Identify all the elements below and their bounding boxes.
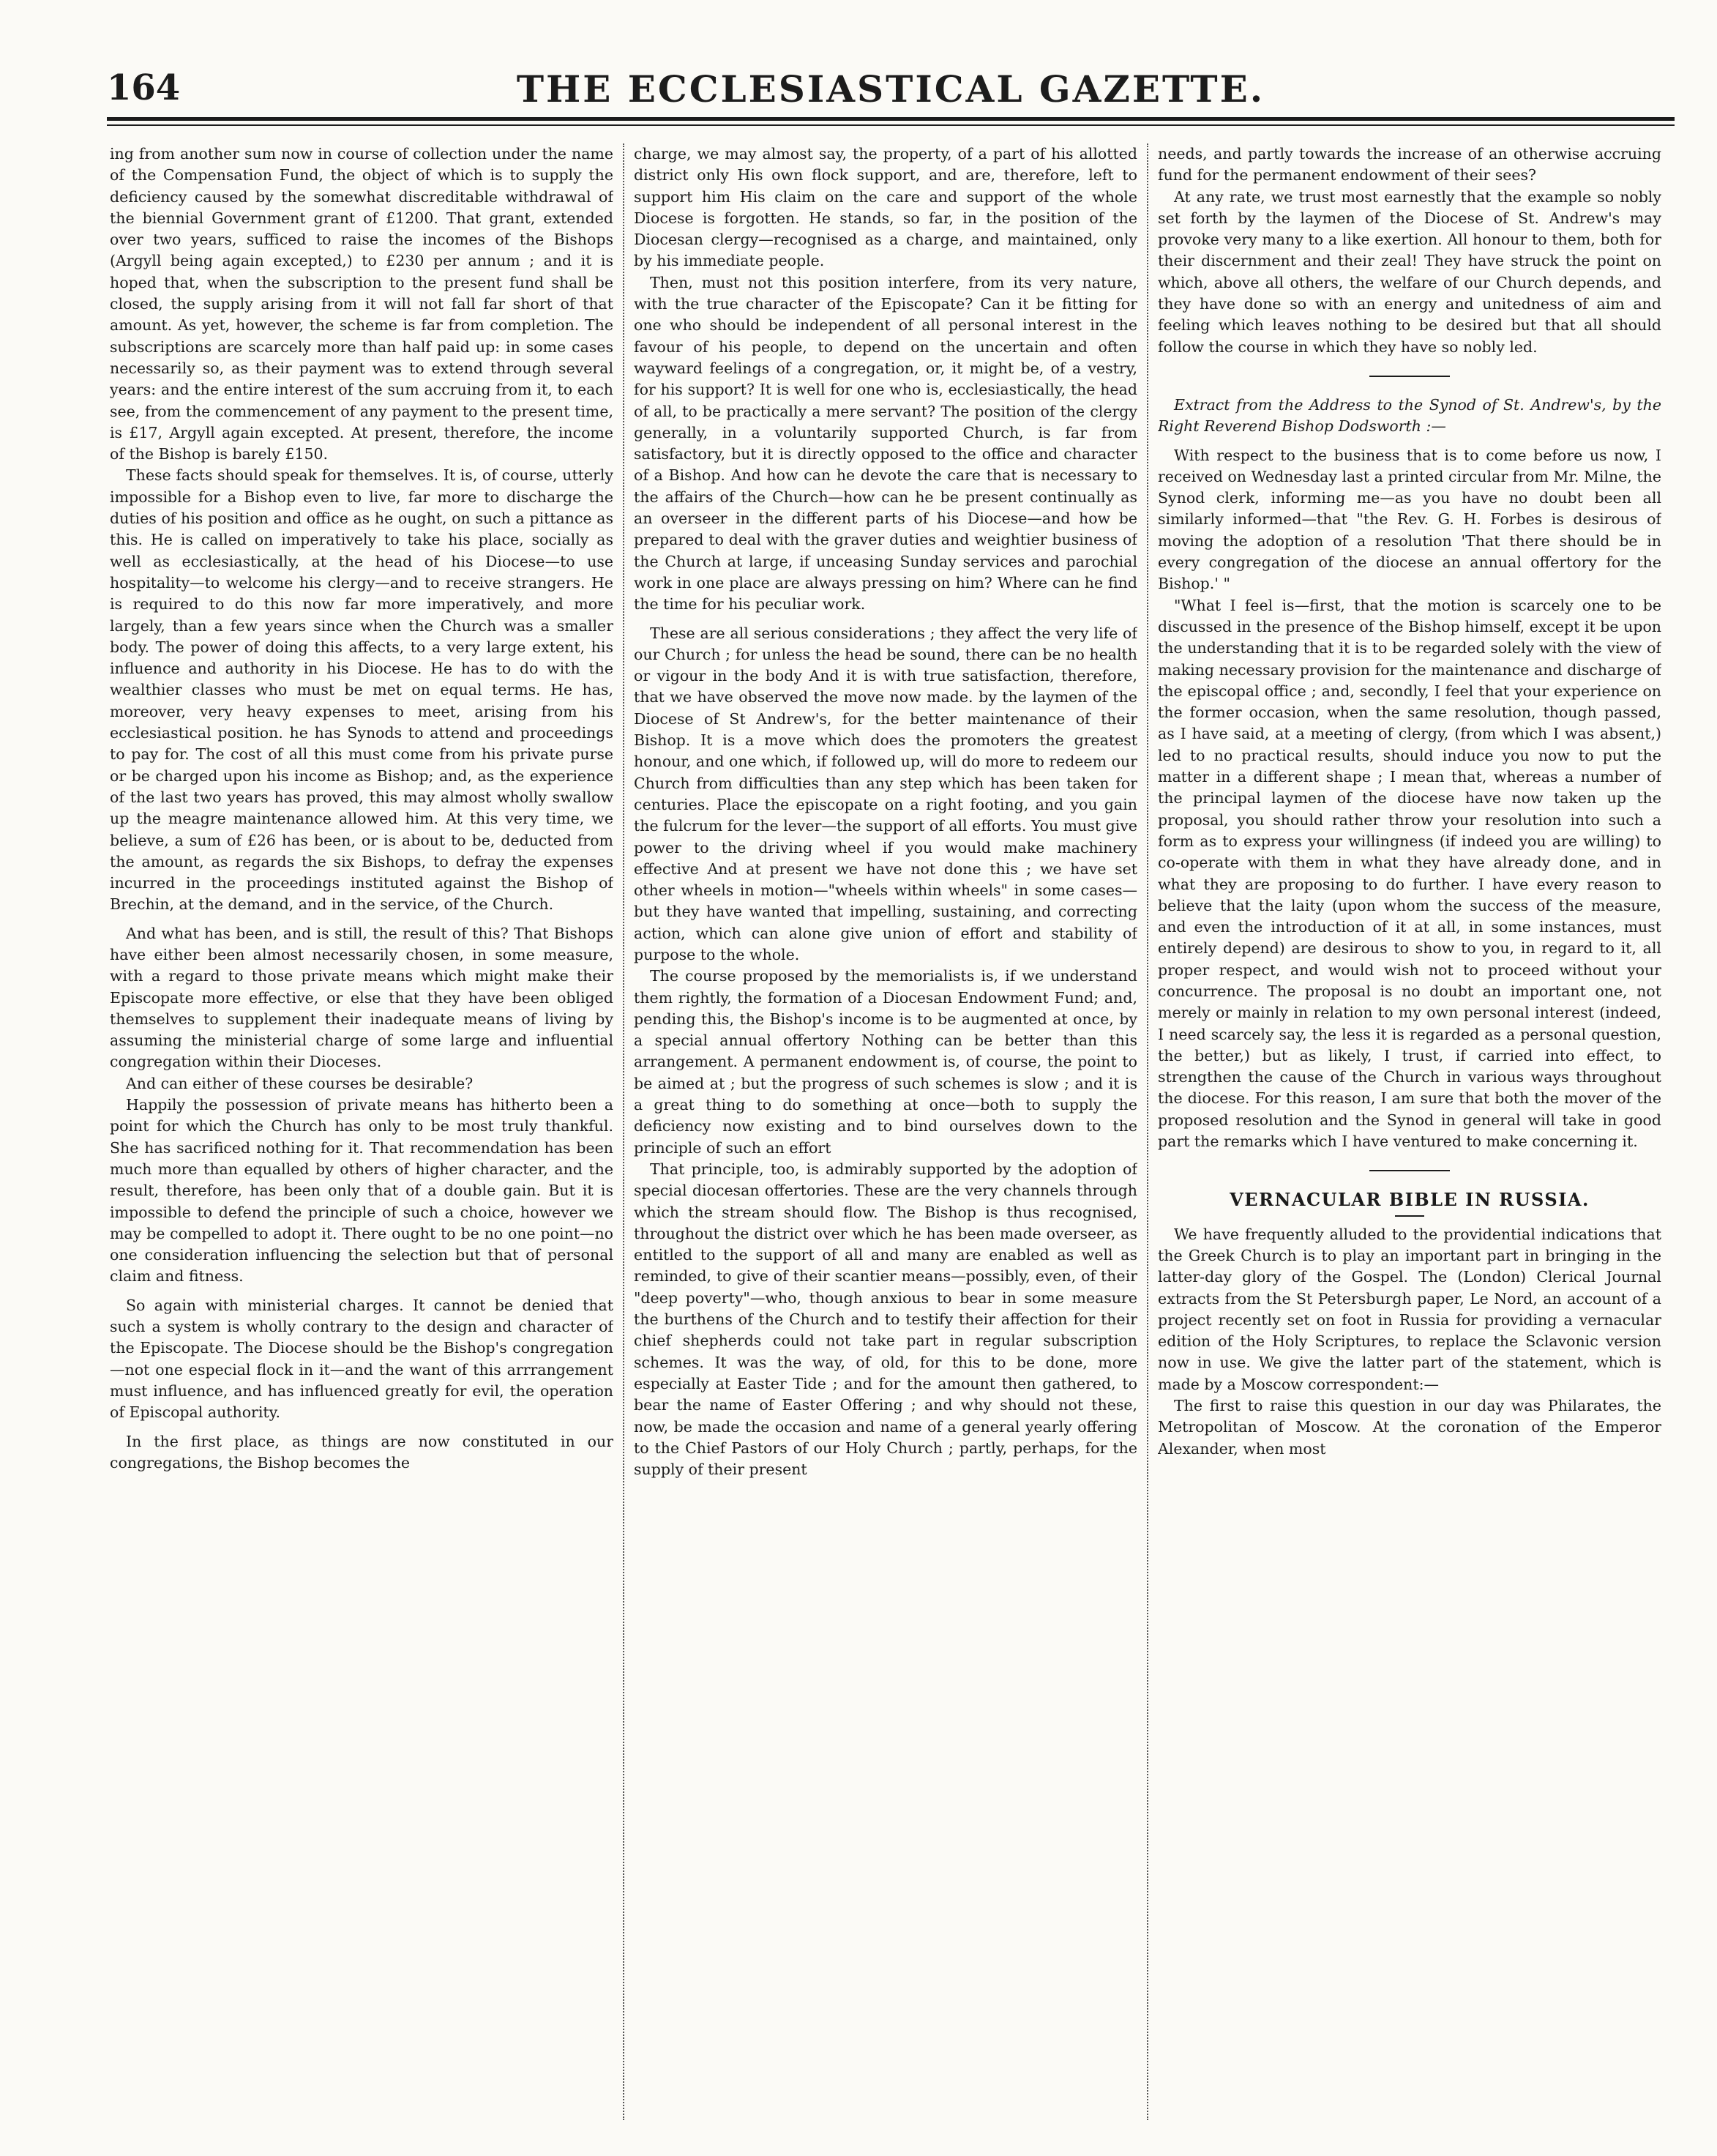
masthead-rule-thick: [107, 117, 1675, 121]
section-separator: [1369, 1170, 1450, 1171]
masthead: [107, 67, 1675, 111]
paragraph: The first to raise this question in our day was Philarates, the Metropolitan of Moscow. At the coronation of the Emperor Alexander, when most: [1158, 1397, 1661, 1458]
column-right: [1158, 143, 1661, 2120]
page-number: 164: [107, 67, 181, 108]
paragraph: With respect to the business that is to come before us now, I received on Wednesday last a printed circular from Mr. Milne, the Synod clerk, informing me—as you have no doubt been all similarly informed—that "the Rev. G. H. Forbes is desirous of moving the adoption of a resolution 'That there should be in every congregation of the diocese an annual offertory for the Bishop.' ": [1158, 446, 1661, 593]
paragraph: At any rate, we trust most earnestly that the example so nobly set forth by the laymen of the Diocese of St. Andrew's may provoke very many to a like exertion. All honour to them, both for their discernment and their zeal! They have struck the point on which, above all others, the welfare of our Church depends, and they have done so with an energy and unitedness of aim and feeling which leaves nothing to be desired but that all should follow the course in which they have so nobly led.: [1158, 187, 1661, 356]
paragraph: That principle, too, is admirably supported by the adoption of special diocesan offertories. These are the very channels through which the stream should flow. The Bishop is thus recognised, throughout the district over which he has been made overseer, as entitled to the support of all and many are enabled as well as reminded, to give of their scantier means—possibly, even, of their "deep poverty"—who, though anxious to bear in some measure the burthens of the Church and to testify their affection for their chief shepherds could not take part in regular subscription schemes. It was the way, of old, for this to be done, more especially at Easter Tide ; and for the amount then gathered, to bear the name of Easter Offering ; and why should not these, now, be made the occasion and name of a general yearly offering to the Chief Pastors of our Holy Church ; partly, perhaps, for the supply of their present: [634, 1160, 1137, 1479]
extract-heading: Extract from the Address to the Synod of St. Andrew's, by the Right Reverend Bishop Dodsworth :—: [1158, 395, 1661, 436]
column-left: [110, 143, 613, 2120]
gazette-title: THE ECCLESIASTICAL GAZETTE.: [516, 67, 1265, 111]
paragraph: So again with ministerial charges. It cannot be denied that such a system is wholly contrary to the design and character of the Episcopate. The Diocese should be the Bishop's congregation —not one especial flock in it—and the want of this arrrangement must influence, and has influenced greatly for evil, the operation of Episcopal authority.: [110, 1296, 613, 1422]
paragraph: And what has been, and is still, the result of this? That Bishops have either been almost necessarily chosen, in some measure, with a regard to those private means which might make their Episcopate more effective, or else that they have been obliged themselves to supplement their inadequate means of living by assuming the ministerial charge of some large and influential congregation within their Dioceses.: [110, 924, 613, 1071]
paragraph: ing from another sum now in course of collection under the name of the Compensation Fund, the object of which is to supply the deficiency caused by the somewhat discreditable withdrawal of the biennial Government grant of £1200. That grant, extended over two years, sufficed to raise the incomes of the Bishops (Argyll being again excepted,) to £230 per annum ; and it is hoped that, when the subscription to the present fund shall be closed, the supply arising from it will not fall far short of that amount. As yet, however, the scheme is far from completion. The subscriptions are scarcely more than half paid up: in some cases necessarily so, as their payment was to extend through several years: and the entire interest of the sum accruing from it, to each see, from the commencement of any payment to the present time, is £17, Argyll again excepted. At present, therefore, the income of the Bishop is barely £150.: [110, 145, 613, 463]
section-heading: VERNACULAR BIBLE IN RUSSIA.: [1230, 1189, 1590, 1211]
masthead-rule-thin: [107, 124, 1675, 126]
section-separator: [1369, 376, 1450, 377]
column-divider-left: [623, 143, 624, 2120]
paragraph: The course proposed by the memorialists is, if we understand them rightly, the formation of a Diocesan Endowment Fund; and, pending this, the Bishop's income is to be augmented at once, by a special annual offertory Nothing can be better than this arrangement. A permanent endowment is, of course, the point to be aimed at ; but the progress of such schemes is slow ; and it is a great thing to do something at once—both to supply the deficiency now existing and to bind ourselves down to the principle of such an effort: [634, 967, 1137, 1157]
paragraph: And can either of these courses be desirable?: [126, 1074, 474, 1092]
column-divider-right: [1147, 143, 1148, 2120]
paragraph: Happily the possession of private means has hitherto been a point for which the Church has only to be most truly thankful. She has sacrificed nothing for it. That recommendation has been much more than equalled by others of higher character, and the result, therefore, has been only that of a double gain. But it is impossible to defend the principle of such a choice, however we may be compelled to adopt it. There ought to be no one point—no one consideration influencing the selection but that of personal claim and fitness.: [110, 1096, 613, 1286]
paragraph: "What I feel is—first, that the motion is scarcely one to be discussed in the presence of the Bishop himself, except it be upon the understanding that it is to be regarded solely with the view of making necessary provision for the maintenance and discharge of the episcopal office ; and, secondly, I feel that your experience on the former occasion, when the same resolution, though passed, as I have said, at a meeting of clergy, (from which I was absent,) led to no practical results, should induce you now to put the matter in a different shape ; I mean that, whereas a number of the principal laymen of the diocese have now taken up the proposal, you should rather throw your resolution into such a form as to express your willingness (if indeed you are willing) to co-operate with them in what they have already done, and in what they are proposing to do further. I have every reason to believe that the laity (upon whom the success of the measure, and even the introduction of it at all, in some instances, must entirely depend) are desirous to show to you, in regard to it, all proper respect, and would wish not to proceed without your concurrence. The proposal is no doubt an important one, not merely or mainly in relation to my own personal interest (indeed, I need scarcely say, the less it is regarded as a personal question, the better,) but as likely, I trust, if carried into effect, to strengthen the cause of the Church in various ways throughout the diocese. For this reason, I am sure that both the mover of the proposed resolution and the Synod in general will take in good part the remarks which I have ventured to make concerning it.: [1158, 596, 1661, 1151]
paragraph: needs, and partly towards the increase of an otherwise accruing fund for the permanent endowment of their sees?: [1158, 145, 1661, 184]
paragraph: These facts should speak for themselves. It is, of course, utterly impossible for a Bishop even to live, far more to discharge the duties of his position and office as he ought, on such a pittance as this. He is called on imperatively to take his place, socially as well as ecclesiastically, at the head of his Diocese—to use hospitality—to welcome his clergy—and to receive strangers. He is required to do this now far more imperatively, and more largely, than a few years since when the Church was a smaller body. The power of doing this affects, to a very large extent, his influence and authority in his Diocese. He has to do with the wealthier classes who must be met on equal terms. He has, moreover, very heavy expenses to meet, arising from his ecclesiastical position. he has Synods to attend and proceedings to pay for. The cost of all this must come from his private purse or be charged upon his income as Bishop; and, as the experience of the last two years has proved, this may almost wholly swallow up the meagre maintenance allowed him. At this very time, we believe, a sum of £26 has been, or is about to be, deducted from the amount, as regards the six Bishops, to defray the expenses incurred in the proceedings instituted against the Bishop of Brechin, at the demand, and in the service, of the Church.: [110, 466, 613, 914]
paragraph: We have frequently alluded to the providential indications that the Greek Church is to play an important part in bringing in the latter-day glory of the Gospel. The (London) Clerical Journal extracts from the St Petersburgh paper, Le Nord, an account of a project recently set on foot in Russia for providing a vernacular edition of the Holy Scriptures, to replace the Sclavonic version now in use. We give the latter part of the statement, which is made by a Moscow correspondent:—: [1158, 1225, 1661, 1393]
section-heading-rule: [1395, 1215, 1424, 1217]
paragraph: These are all serious considerations ; they affect the very life of our Church ; for unless the head be sound, there can be no health or vigour in the body And it is with true satisfaction, therefore, that we have observed the move now made. by the laymen of the Diocese of St Andrew's, for the better maintenance of their Bishop. It is a move which does the promoters the greatest honour, and one which, if followed up, will do more to redeem our Church from difficulties than any step which has been taken for centuries. Place the episcopate on a right footing, and you gain the fulcrum for the lever—the support of all efforts. You must give power to the driving wheel if you would make machinery effective And at present we have not done this ; we have set other wheels in motion—"wheels within wheels" in some cases—but they have wanted that impelling, sustaining, and correcting action, which can alone give union of effort and stability of purpose to the whole.: [634, 624, 1137, 963]
paragraph: Then, must not this position interfere, from its very nature, with the true character of the Episcopate? Can it be fitting for one who should be independent of all personal interest in the favour of his people, to depend on the uncertain and often wayward feelings of a congregation, or, it might be, of a vestry, for his support? It is well for one who is, ecclesiastically, the head of all, to be practically a mere servant? The position of the clergy generally, in a voluntarily supported Church, is far from satisfactory, but it is directly opposed to the office and character of a Bishop. And how can he devote the care that is necessary to the affairs of the Church—how can he be present continually as an overseer in the different parts of his Diocese—and how be prepared to deal with the graver duties and weightier business of the Church at large, if unceasing Sunday services and parochial work in one place are always pressing on him? Where can he find the time for his peculiar work.: [634, 273, 1137, 613]
column-middle: [634, 143, 1137, 2120]
paragraph: In the first place, as things are now constituted in our congregations, the Bishop becomes the: [110, 1432, 613, 1471]
paragraph: charge, we may almost say, the property, of a part of his allotted district only His own flock support, and are, therefore, left to support him His claim on the care and support of the whole Diocese is forgotten. He stands, so far, in the position of the Diocesan clergy—recognised as a charge, and maintained, only by his immediate people.: [634, 145, 1137, 270]
